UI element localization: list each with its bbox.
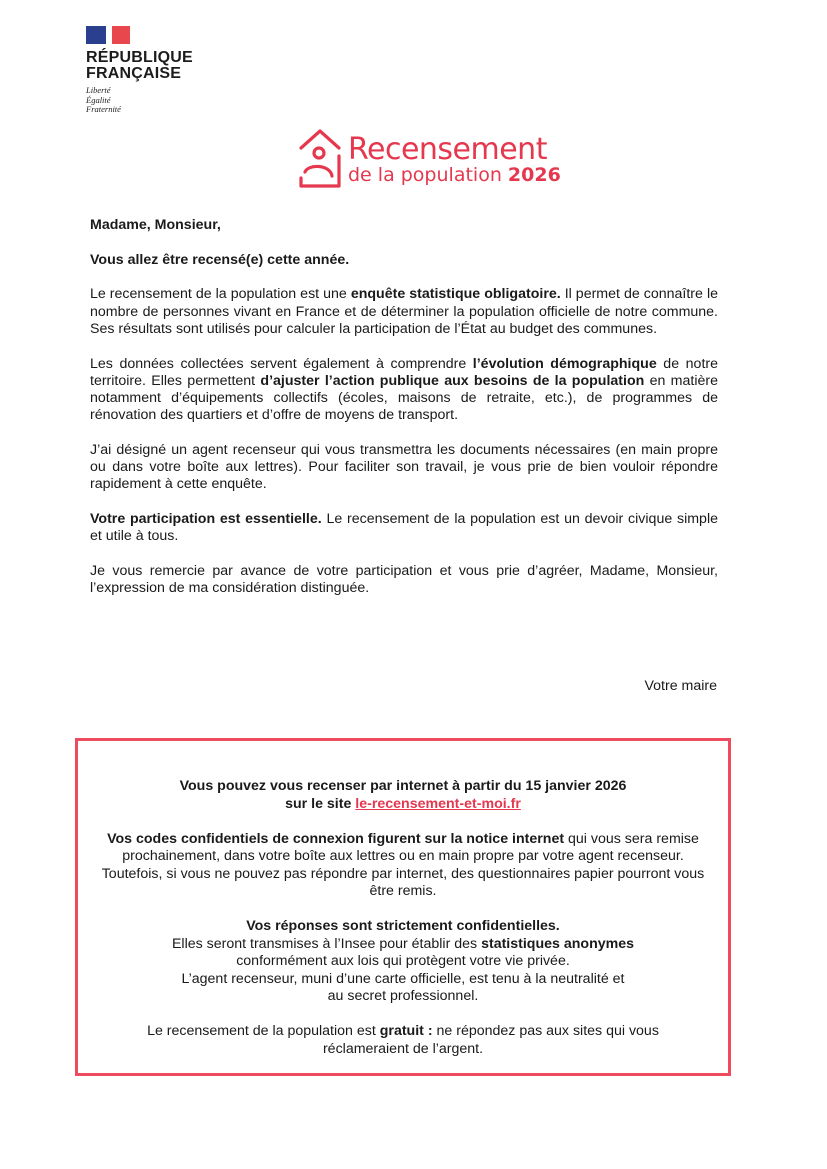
- internet-info: Vous pouvez vous recenser par internet à partir du 15 janvier 2026 sur le site le-recensement-et-moi.fr: [179, 778, 627, 812]
- codes-info: Vos codes confidentiels de connexion figurent sur la notice internet qui vous sera remise prochainement, dans votre boîte aux lettres ou en main propre par votre agent recenseur. Toutefois, si vous ne pouvez pas répondre par internet, des questionnaires papier pourront vous être remis.: [101, 830, 705, 899]
- letter-body: [90, 217, 718, 615]
- paragraph-agent: J’ai désigné un agent recenseur qui vous transmettra les documents nécessaires (en main propre ou dans votre boîte aux lettres). Pour faciliter son travail, je vous prie de bien vouloir répondre rapidement à cette enquête.: [90, 441, 718, 493]
- census-website-link[interactable]: le-recensement-et-moi.fr: [355, 795, 521, 812]
- paragraph-obligation: Le recensement de la population est une enquête statistique obligatoire. Il permet de connaître le nombre de personnes vivant en France et de déterminer la population officielle de notre commune. Ses résultats sont utilisés pour calculer la participation de l’État au budget des communes.: [90, 286, 718, 337]
- census-subtitle: de la population 2026: [348, 164, 561, 186]
- paragraph-uses: Les données collectées servent également à comprendre l’évolution démographique de notre territoire. Elles permettent d’ajuster l’action publique aux besoins de la population en matière notamment d’équipements collectifs (écoles, maisons de retraite, etc.), de programmes de rénovation des quartiers et d’offre de moyens de transport.: [90, 355, 718, 424]
- confidentiality-info: Vos réponses sont strictement confidentielles. Elles seront transmises à l’Insee pour établir des statistiques anonymes conformément aux lois qui protègent votre vie privée. L’agent recenseur, muni d’une carte officielle, est tenu à la neutralité et au secret professionnel.: [171, 918, 635, 1004]
- marianne-flag-icon: [86, 26, 130, 44]
- headline: Vous allez être recensé(e) cette année.: [90, 251, 350, 268]
- salutation: Madame, Monsieur,: [90, 217, 221, 233]
- republique-francaise-logo: [86, 26, 193, 115]
- paragraph-participation: Votre participation est essentielle. Le recensement de la population est un devoir civique simple et utile à tous.: [90, 510, 718, 545]
- republique-francaise-name: RÉPUBLIQUE FRANÇAISE: [86, 49, 193, 82]
- census-title: Recensement: [348, 132, 547, 167]
- census-logo: [298, 124, 561, 192]
- house-person-icon: [298, 126, 342, 192]
- free-info: Le recensement de la population est gratuit : ne répondez pas aux sites qui vous réclameraient de l’argent.: [147, 1023, 659, 1057]
- republic-motto: Liberté Égalité Fraternité: [86, 85, 121, 114]
- paragraph-closing: Je vous remercie par avance de votre participation et vous prie d’agréer, Madame, Monsieur, l’expression de ma considération distinguée.: [90, 562, 718, 597]
- info-box: [75, 738, 731, 1076]
- signature: Votre maire: [644, 678, 717, 694]
